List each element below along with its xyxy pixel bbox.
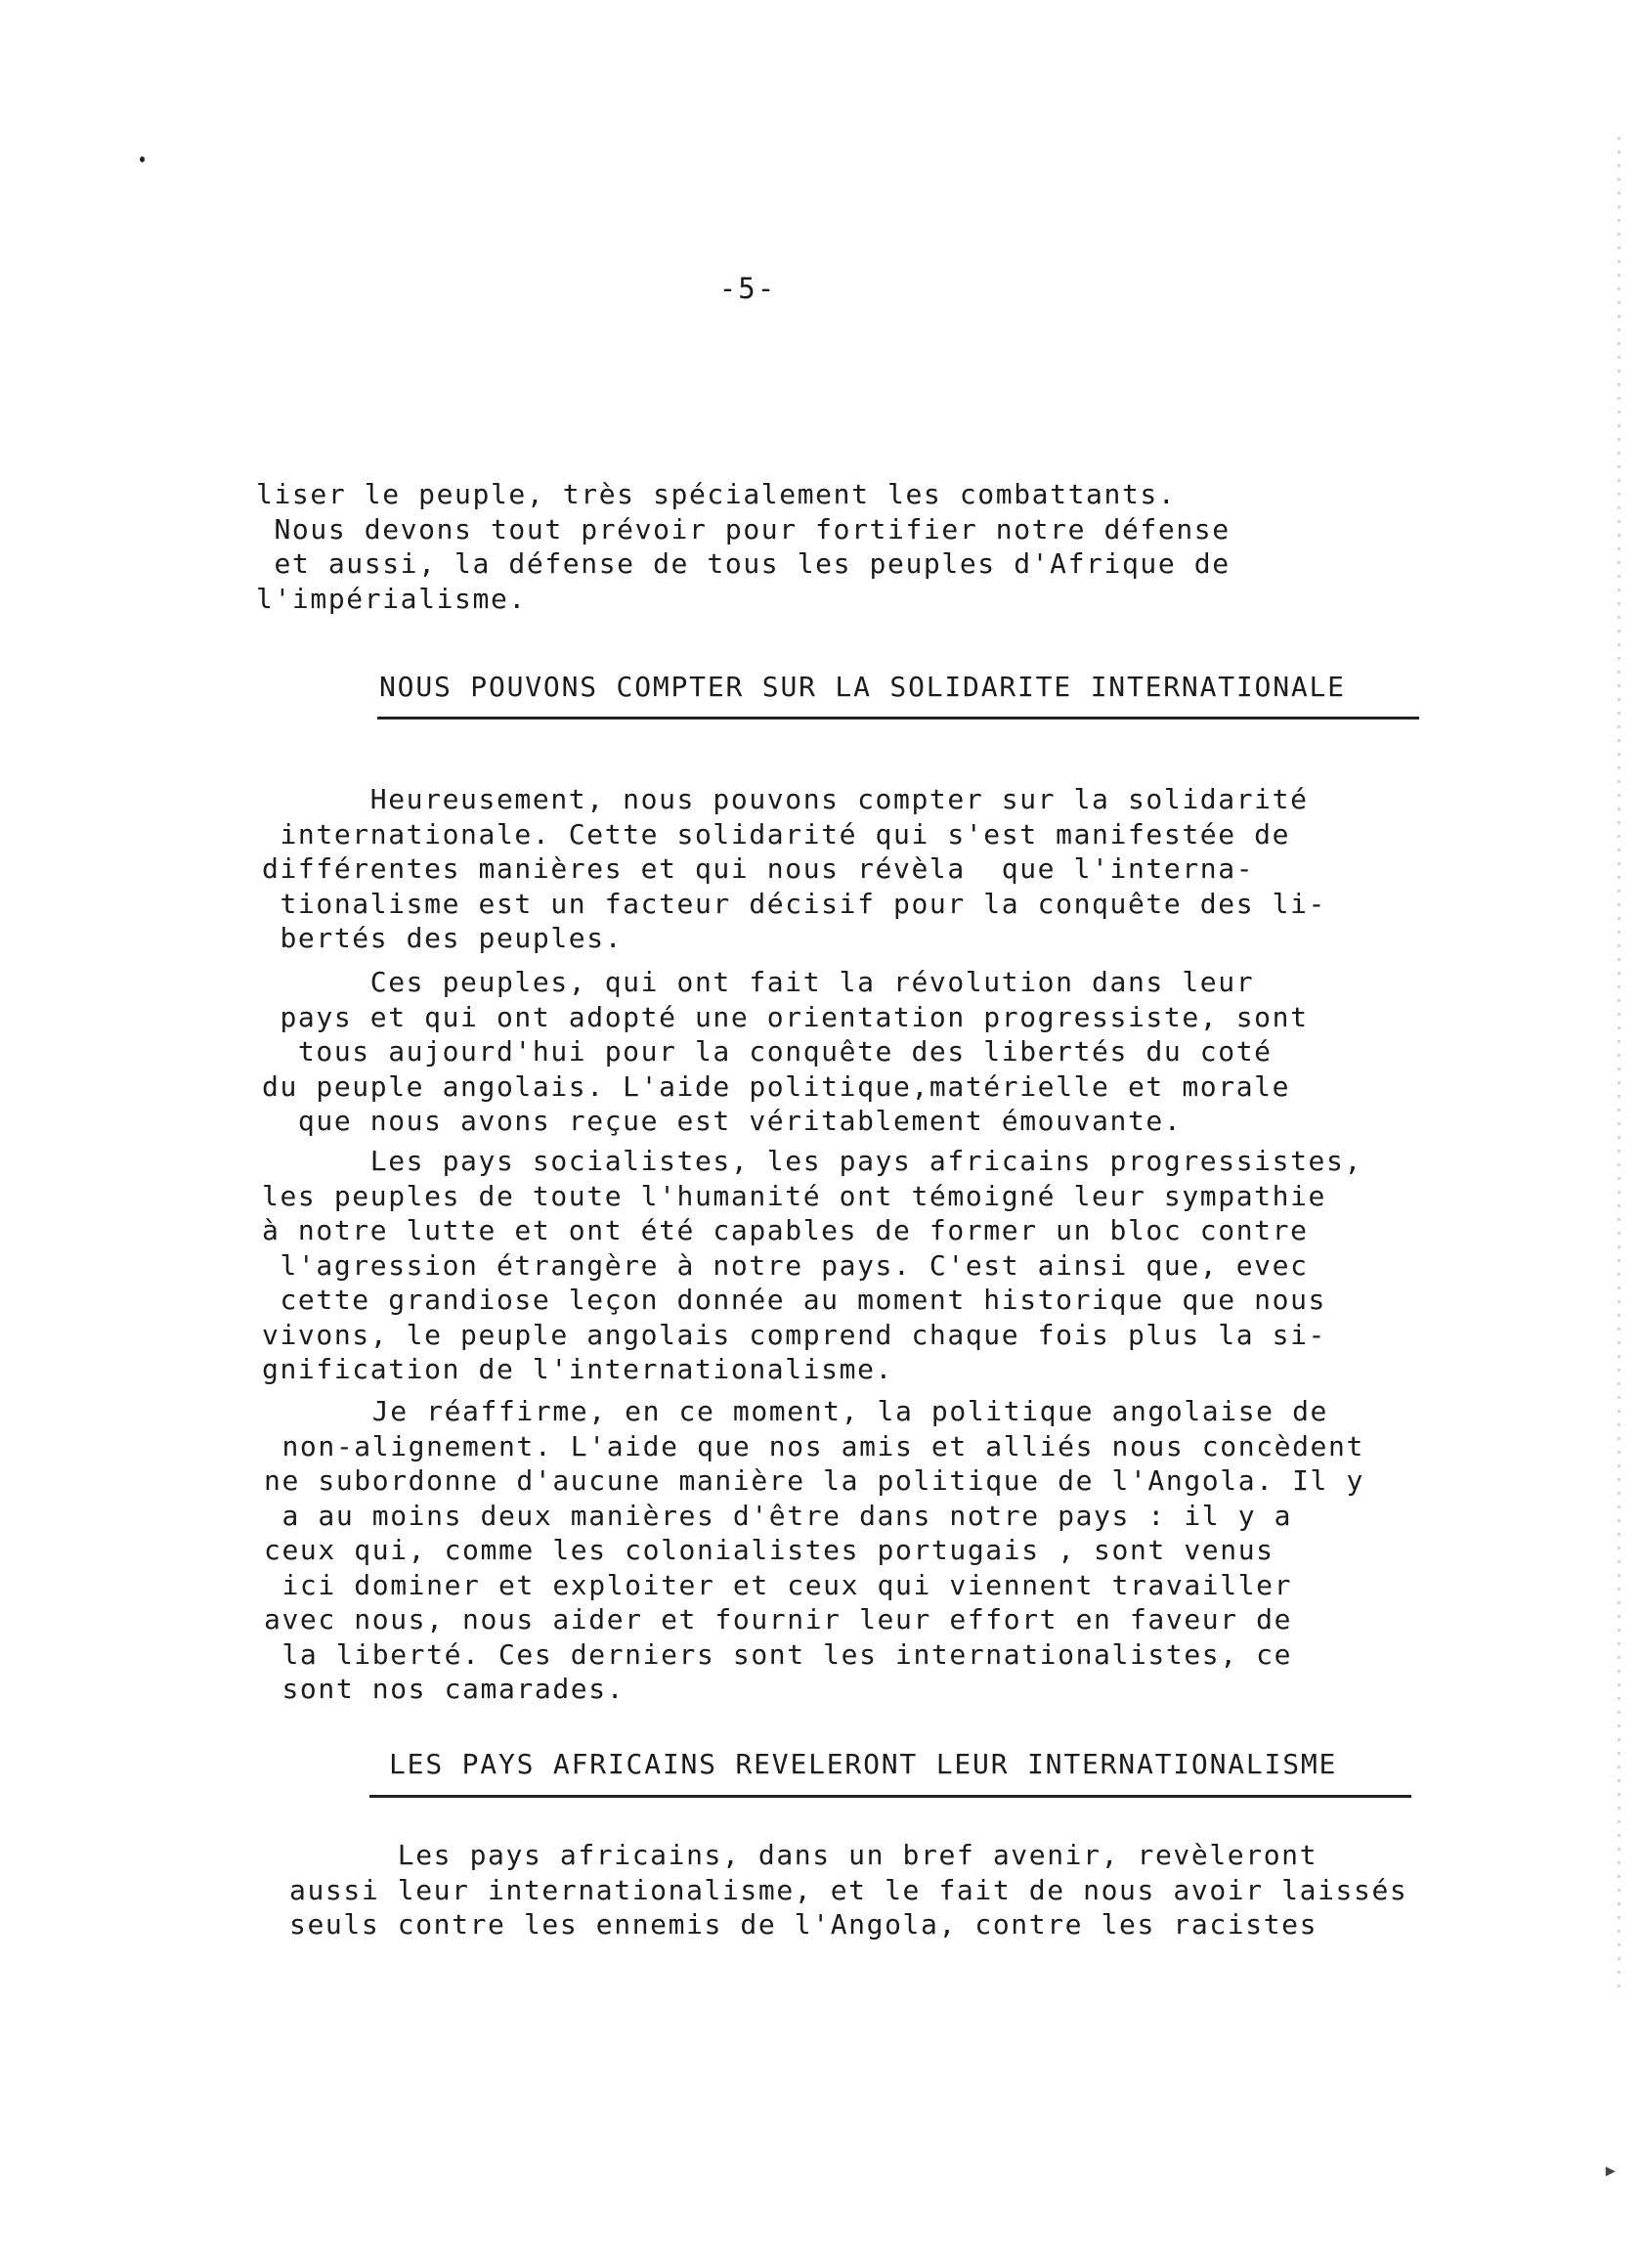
text-line: l'impérialisme.	[256, 582, 527, 615]
text-line: la liberté. Ces derniers sont les internationalistes, ce	[264, 1637, 1293, 1671]
text-line: l'agression étrangère à notre pays. C'est ainsi que, evec	[262, 1248, 1309, 1282]
text-line: Heureusement, nous pouvons compter sur la solidarité	[262, 783, 1309, 815]
text-line: sont nos camarades.	[264, 1673, 626, 1705]
text-line: Ces peuples, qui ont fait la révolution dans leur	[262, 966, 1255, 998]
text-line: Les pays socialistes, les pays africains progressistes,	[262, 1145, 1362, 1177]
text-line: seuls contre les ennemis de l'Angola, contre les racistes	[289, 1908, 1318, 1941]
scan-edge-speckle	[1618, 137, 1620, 1994]
text-line: Je réaffirme, en ce moment, la politique angolaise de	[264, 1395, 1328, 1427]
paragraph-solidarity-2	[262, 965, 1513, 1139]
paragraph-african-1	[289, 1838, 1540, 1942]
paragraph-solidarity-4	[264, 1394, 1515, 1707]
text-line: les peuples de toute l'humanité ont témoigné leur sympathie	[262, 1179, 1326, 1212]
text-line: tionalisme est un facteur décisif pour la conquête des li-	[262, 887, 1326, 920]
text-line: pays et qui ont adopté une orientation progressiste, sont	[262, 1000, 1309, 1033]
scan-dot	[140, 156, 145, 162]
text-line: Nous devons tout prévoir pour fortifier notre défense	[256, 512, 1231, 545]
text-line: vivons, le peuple angolais comprend chaque fois plus la si-	[262, 1318, 1326, 1351]
heading-underline-2	[369, 1795, 1411, 1798]
text-line: que nous avons reçue est véritablement émouvante.	[262, 1105, 1183, 1137]
section-heading-african-countries: LES PAYS AFRICAINS REVELERONT LEUR INTERNATIONALISME	[389, 1748, 1338, 1780]
text-line: tous aujourd'hui pour la conquête des libertés du coté	[262, 1035, 1273, 1068]
page-number: -5-	[718, 272, 777, 305]
text-line: Les pays africains, dans un bref avenir, revèleront	[289, 1839, 1318, 1871]
intro-paragraph	[256, 477, 1507, 616]
text-line: avec nous, nous aider et fournir leur effort en faveur de	[264, 1603, 1293, 1636]
heading-underline	[377, 717, 1419, 720]
text-line: et aussi, la défense de tous les peuples d'Afrique de	[256, 547, 1231, 580]
section-heading-solidarity: NOUS POUVONS COMPTER SUR LA SOLIDARITE INTERNATIONALE	[379, 671, 1346, 703]
text-line: cette grandiose leçon donnée au moment historique que nous	[262, 1284, 1326, 1316]
text-line: ne subordonne d'aucune manière la politique de l'Angola. Il y	[264, 1464, 1364, 1497]
paragraph-solidarity-3	[262, 1144, 1513, 1387]
text-line: internationale. Cette solidarité qui s'est manifestée de	[262, 817, 1291, 850]
text-line: ceux qui, comme les colonialistes portugais , sont venus	[264, 1534, 1275, 1566]
text-line: liser le peuple, très spécialement les combattants.	[256, 478, 1177, 510]
corner-mark: ▸	[1603, 2156, 1619, 2185]
text-line: du peuple angolais. L'aide politique,matérielle et morale	[262, 1069, 1291, 1103]
text-line: à notre lutte et ont été capables de former un bloc contre	[262, 1214, 1309, 1246]
text-line: non-alignement. L'aide que nos amis et alliés nous concèdent	[264, 1429, 1364, 1462]
text-line: bertés des peuples.	[262, 922, 624, 954]
text-line: a au moins deux manières d'être dans notre pays : il y a	[264, 1499, 1293, 1532]
text-line: aussi leur internationalisme, et le fait de nous avoir laissés	[289, 1873, 1408, 1906]
text-line: gnification de l'internationalisme.	[262, 1353, 894, 1385]
paragraph-solidarity-1	[262, 782, 1513, 956]
text-line: ici dominer et exploiter et ceux qui viennent travailler	[264, 1568, 1293, 1601]
text-line: différentes manières et qui nous révèla que l'interna-	[262, 852, 1255, 885]
